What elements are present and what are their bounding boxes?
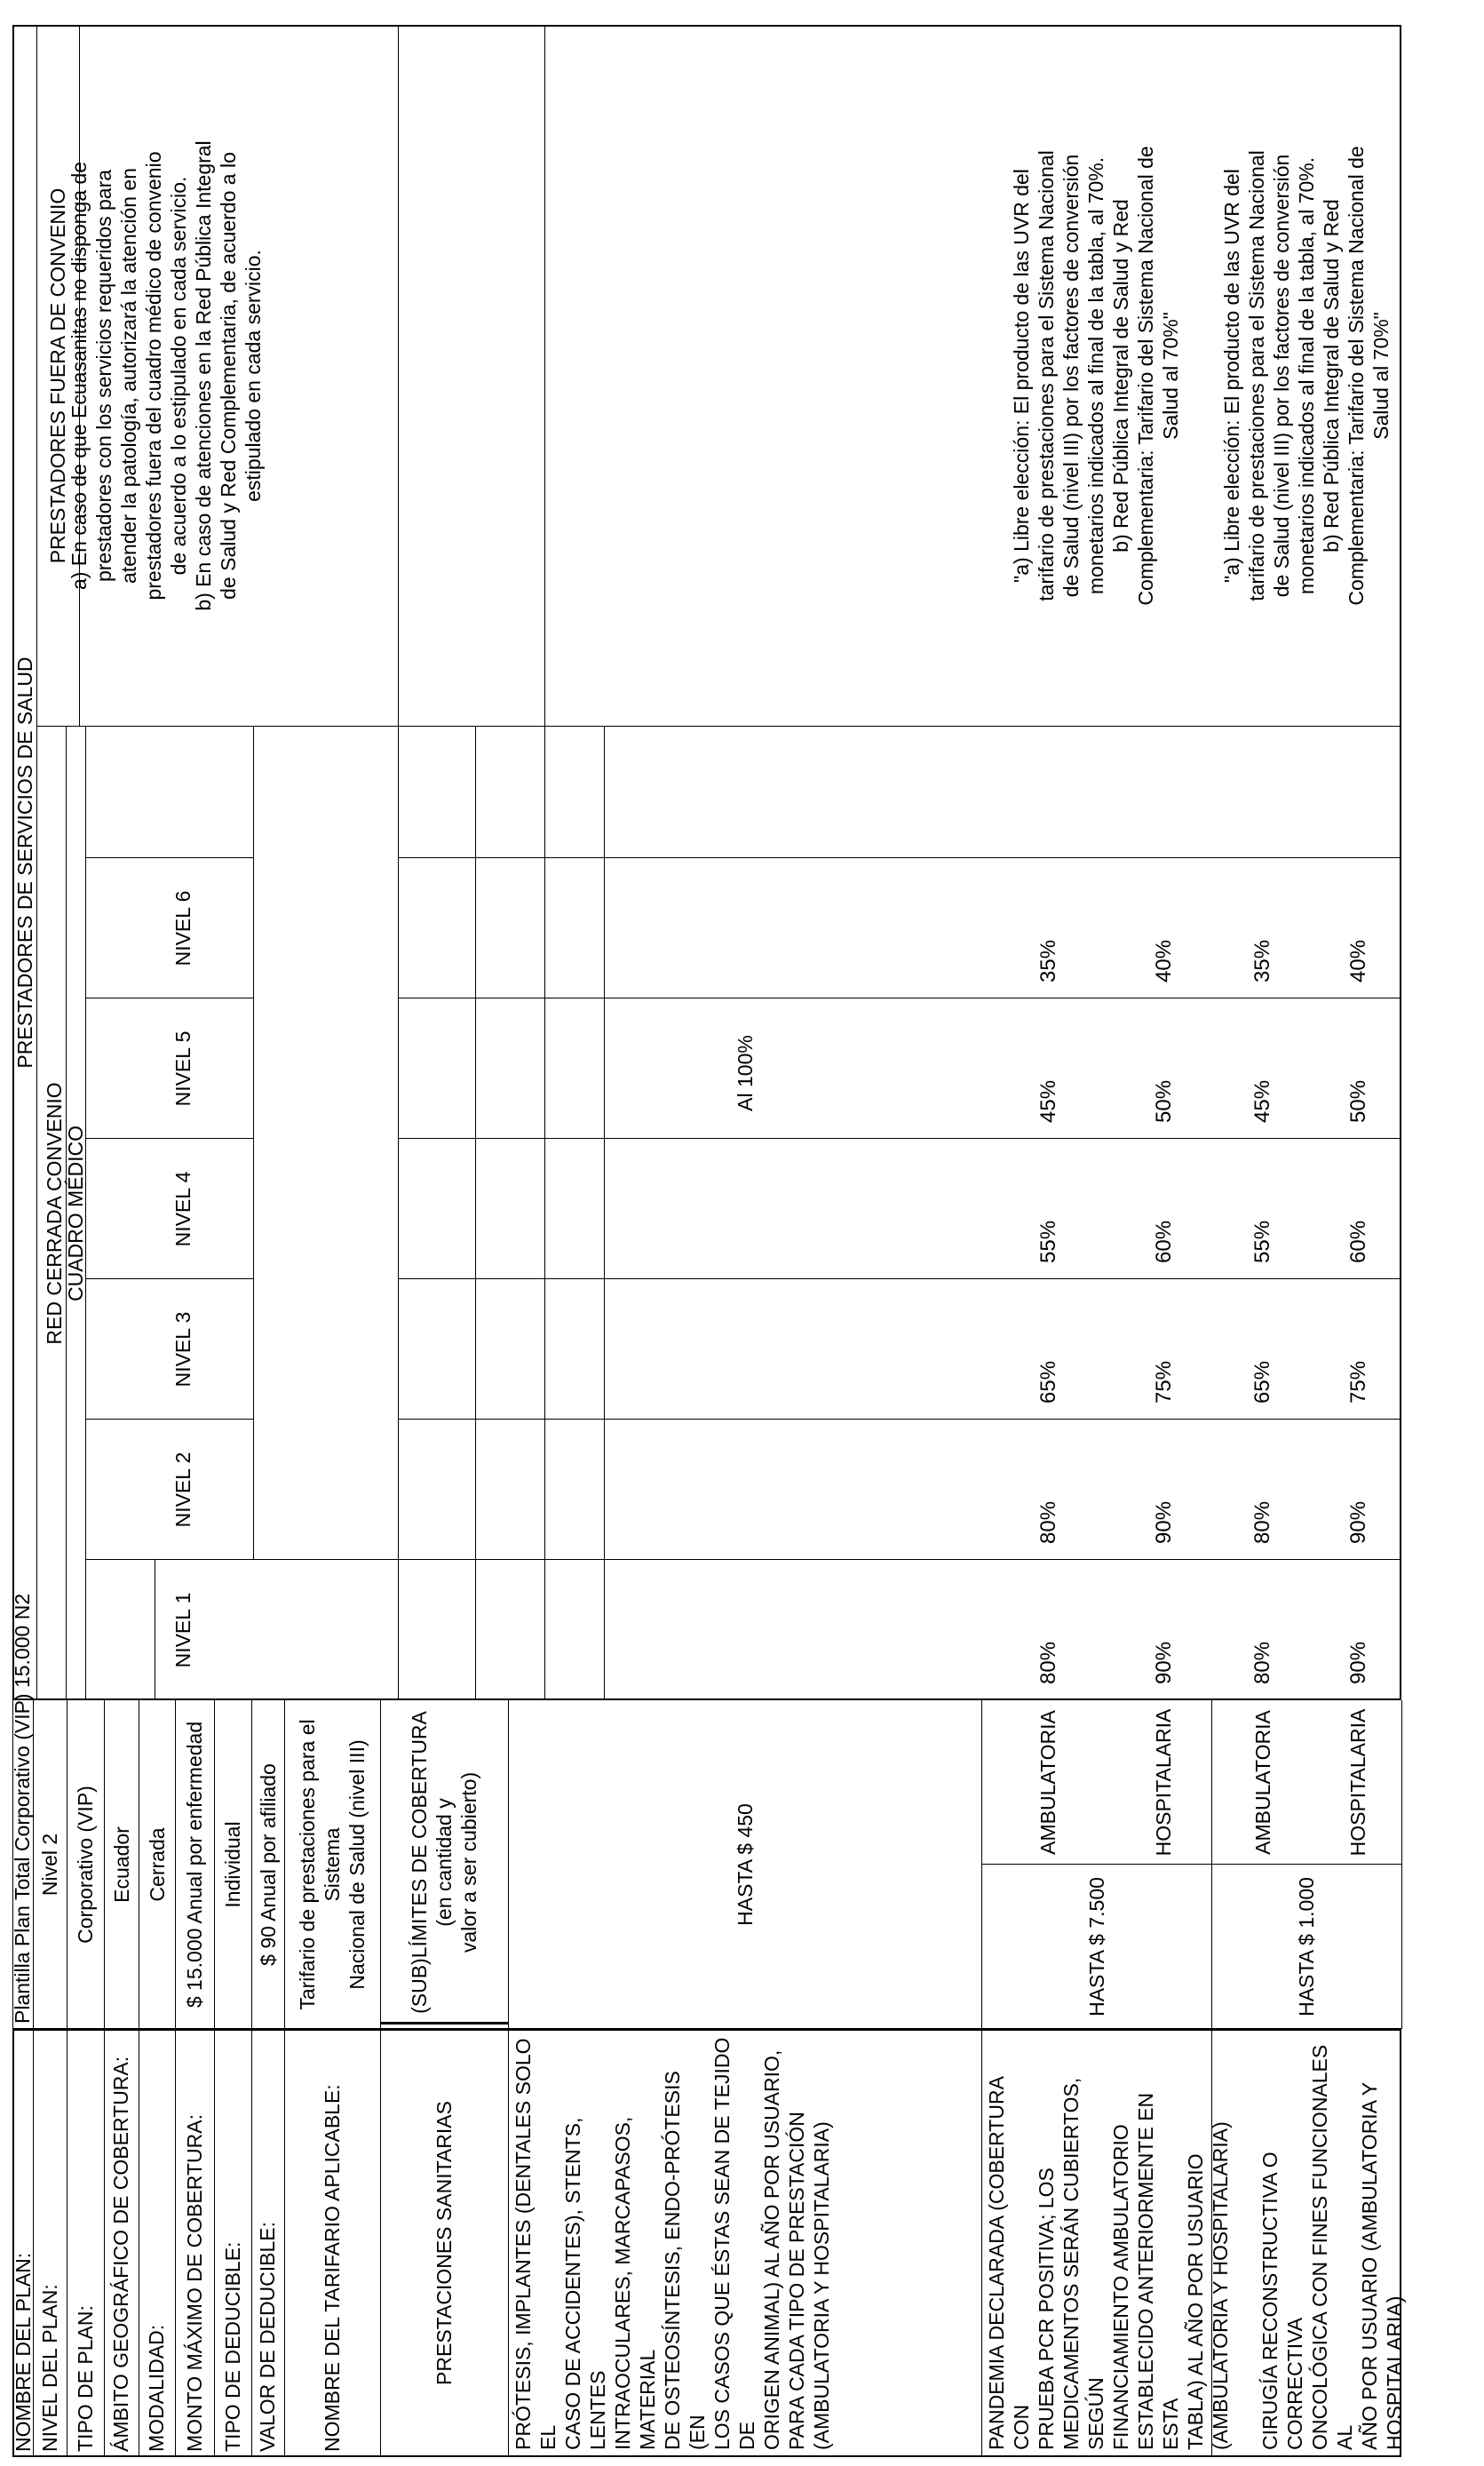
pandemia-amb-nivel-2: 80%	[1036, 1500, 1060, 1544]
value-divider	[1401, 1700, 1402, 2029]
desc-line: (AMBULATORIA Y HOSPITALARIA)	[810, 2121, 833, 2450]
limit-cirugia: HASTA $ 1.000	[1295, 1877, 1318, 2017]
label-monto: MONTO MÁXIMO DE COBERTURA:	[183, 2114, 206, 2452]
fuera-line: b) Red Pública Integral de Salud y Red	[1320, 199, 1343, 553]
fuera-convenio-title: PRESTADORES FUERA DE CONVENIO	[46, 187, 69, 564]
cirugia-hosp-nivel-6: 40%	[1346, 939, 1370, 982]
nivel-col-border	[85, 1559, 398, 1560]
tipo-cirugia-hosp: HOSPITALARIA	[1345, 1708, 1369, 1857]
label-tarifario: NOMBRE DEL TARIFARIO APLICABLE:	[321, 2084, 344, 2452]
desc-pandemia	[984, 2031, 1233, 2455]
desc-line: ESTABLECIDO ANTERIORMENTE EN ESTA	[1134, 2092, 1182, 2450]
desc-line: PRUEBA PCR POSITIVA; LOS	[1035, 2168, 1058, 2450]
fuera-line: prestadores con los servicios requeridos para	[92, 169, 115, 583]
desc-line: ONCOLÓGICA CON FINES FUNCIONALES AL	[1308, 2044, 1356, 2450]
pandemia-amb-nivel-1: 80%	[1036, 1641, 1060, 1684]
fuera-line: Complementaria: Tarifario del Sistema Nacional de	[1345, 146, 1368, 606]
fuera-line: de Salud (nivel III) por los factores de conversión	[1059, 154, 1083, 598]
pandemia-hosp-nivel-2: 90%	[1152, 1500, 1176, 1544]
desc-line: PARA CADA TIPO DE PRESTACIÓN	[785, 2112, 808, 2450]
cirugia-amb-nivel-3: 65%	[1250, 1360, 1274, 1404]
fuera-line: monetarios indicados al final de la tabla, al 70%.	[1084, 156, 1107, 595]
pandemia-amb-nivel-4: 55%	[1036, 1220, 1060, 1263]
fuera-line: de acuerdo a lo estipulado en cada servicio.	[167, 176, 190, 576]
cirugia-amb-nivel-6: 35%	[1250, 939, 1274, 982]
desc-line: LOS CASOS QUE ÉSTAS SEAN DE TEJIDO DE	[710, 2037, 758, 2450]
cuadro-medico-title: CUADRO MÉDICO	[64, 1125, 87, 1302]
red-cerrada-title: RED CERRADA CONVENIO	[42, 1082, 66, 1345]
protesis-row-divider	[398, 25, 399, 1700]
cirugia-amb-nivel-5: 45%	[1250, 1079, 1274, 1123]
value-tipo-plan: Corporativo (VIP)	[74, 1786, 97, 1944]
fuera-line: de Salud y Red Complementaria, de acuerdo a lo	[217, 152, 240, 600]
tarifario-line-2: Nacional de Salud (nivel III)	[345, 1739, 369, 1990]
value-tarifario	[284, 1700, 380, 2029]
tipo-pandemia-amb: AMBULATORIA	[1036, 1710, 1059, 1855]
nivel-header-divider	[253, 727, 254, 1560]
desc-line: TABLA) AL AÑO POR USUARIO	[1184, 2153, 1207, 2450]
fuera-line: Salud al 70%"	[1159, 312, 1182, 440]
label-valor-deducible: VALOR DE DEDUCIBLE:	[256, 2221, 279, 2452]
pandemia-hosp-nivel-6: 40%	[1152, 939, 1176, 982]
value-nombre-plan: Plantilla Plan Total Corporativo (VIP) 15.000 N2	[11, 1593, 34, 2024]
cirugia-amb-nivel-4: 55%	[1250, 1220, 1274, 1263]
label-tipo-deducible: TIPO DE DEDUCIBLE:	[221, 2241, 244, 2452]
label-divider	[214, 2029, 215, 2457]
fuera-line: estipulado en cada servicio.	[242, 250, 265, 502]
desc-line: DE OSTEOSÍNTESIS, ENDO-PRÓTESIS (EN	[661, 2071, 709, 2450]
nivel-1-header: NIVEL 1	[171, 1592, 194, 1668]
value-nivel-plan: Nivel 2	[38, 1833, 61, 1897]
fuera-line: "a) Libre elección: El producto de las UVR del	[1010, 169, 1033, 583]
label-tipo-plan: TIPO DE PLAN:	[74, 2305, 97, 2452]
fuera-line: monetarios indicados al final de la tabla, al 70%.	[1295, 156, 1318, 595]
nivel-col-border	[398, 1559, 1401, 1560]
pandemia-hosp-nivel-4: 60%	[1152, 1220, 1176, 1263]
fuera-line: prestadores fuera del cuadro médico de convenio	[142, 151, 165, 601]
nivel-5-header: NIVEL 5	[171, 1030, 194, 1107]
nivel-2-header: NIVEL 2	[171, 1452, 194, 1528]
limit-pandemia: HASTA $ 7.500	[1084, 1877, 1108, 2017]
limit-protesis: HASTA $ 450	[733, 1803, 757, 1926]
fuera-line: tarifario de prestaciones para el Sistema Nacional	[1245, 150, 1268, 601]
desc-line: CASO DE ACCIDENTES), STENTS, LENTES	[561, 2117, 609, 2450]
pandemia-hosp-nivel-5: 50%	[1152, 1079, 1176, 1123]
cirugia-hosp-nivel-3: 75%	[1346, 1360, 1370, 1404]
label-divider	[104, 2029, 105, 2457]
tipo-cirugia-amb: AMBULATORIA	[1250, 1710, 1274, 1855]
pandemia-amb-nivel-3: 65%	[1036, 1360, 1060, 1404]
desc-protesis	[511, 2031, 834, 2455]
desc-line: INTRAOCULARES, MARCAPASOS, MATERIAL	[611, 2116, 659, 2450]
label-divider	[251, 2029, 252, 2457]
label-divider	[175, 2029, 176, 2457]
desc-line: (AMBULATORIA Y HOSPITALARIA)	[1209, 2121, 1232, 2450]
desc-line: PRÓTESIS, IMPLANTES (DENTALES SOLO EL	[512, 2038, 559, 2450]
amb-hosp-divider	[475, 727, 476, 1700]
fuera-line: Complementaria: Tarifario del Sistema Nacional de	[1134, 146, 1157, 606]
prestadores-title: PRESTADORES DE SERVICIOS DE SALUD	[12, 656, 36, 1069]
pandemia-amb-nivel-5: 45%	[1036, 1079, 1060, 1123]
cirugia-hosp-nivel-5: 50%	[1346, 1079, 1370, 1123]
label-divider	[284, 2029, 285, 2457]
label-divider	[981, 2029, 982, 2457]
value-ambito: Ecuador	[109, 1826, 133, 1903]
label-divider	[508, 2029, 509, 2457]
desc-line: MEDICAMENTOS SERÁN CUBIERTOS, SEGÚN	[1059, 2077, 1107, 2450]
fuera-line: atender la patología, autorizará la atención en	[117, 168, 140, 584]
desc-line: PANDEMIA DECLARADA (COBERTURA CON	[985, 2077, 1033, 2450]
sublimites-line-1: (SUB)LÍMITES DE COBERTURA (en cantidad y	[408, 1711, 456, 2014]
sublimites-line-2: valor a ser cubierto)	[457, 1771, 480, 1953]
value-valor-deducible: $ 90 Anual por afiliado	[256, 1763, 280, 1966]
desc-line: HOSPITALARIA)	[1383, 2295, 1406, 2450]
desc-cirugia	[1258, 2031, 1407, 2455]
nivel-6-header: NIVEL 6	[171, 890, 194, 967]
value-tipo-deducible: Individual	[221, 1821, 244, 1908]
pandemia-hosp-nivel-1: 90%	[1152, 1641, 1176, 1684]
label-nivel-plan: NIVEL DEL PLAN:	[38, 2284, 61, 2452]
fuera-line: tarifario de prestaciones para el Sistema Nacional	[1035, 150, 1058, 601]
cirugia-hosp-nivel-4: 60%	[1346, 1220, 1370, 1263]
fuera-line: "a) Libre elección: El producto de las UVR del	[1220, 169, 1243, 583]
desc-line: AÑO POR USUARIO (AMBULATORIA Y	[1358, 2081, 1381, 2450]
label-ambito: ÁMBITO GEOGRÁFICO DE COBERTURA:	[109, 2056, 132, 2452]
fuera-convenio-description	[67, 25, 265, 727]
fuera-line: a) En caso de que Ecuasanitas no disponga de	[67, 161, 91, 591]
value-modalidad: Cerrada	[145, 1827, 169, 1902]
pandemia-hosp-nivel-3: 75%	[1152, 1360, 1176, 1404]
value-sublimites	[380, 1700, 508, 2025]
desc-line: ORIGEN ANIMAL) AL AÑO POR USUARIO,	[760, 2049, 783, 2450]
tarifario-line-1: Tarifario de prestaciones para el Sistema	[296, 1719, 344, 2010]
tipo-pandemia-hosp: HOSPITALARIA	[1151, 1708, 1175, 1857]
fuera-line: b) Red Pública Integral de Salud y Red	[1109, 199, 1132, 553]
coverage-protesis: Al 100%	[733, 1035, 757, 1111]
fuera-line: de Salud (nivel III) por los factores de conversión	[1270, 154, 1293, 598]
label-modalidad: MODALIDAD:	[145, 2324, 168, 2452]
fuera-pandemia-text	[984, 25, 1208, 727]
pandemia-amb-nivel-6: 35%	[1036, 939, 1060, 982]
desc-line: CIRUGÍA RECONSTRUCTIVA O CORRECTIVA	[1258, 2152, 1306, 2450]
fuera-cirugia-text	[1214, 25, 1399, 727]
cirugia-hosp-nivel-2: 90%	[1346, 1500, 1370, 1544]
label-nombre-plan: NOMBRE DEL PLAN:	[12, 2252, 35, 2452]
cirugia-amb-nivel-1: 80%	[1250, 1641, 1274, 1684]
nivel-3-header: NIVEL 3	[171, 1311, 194, 1388]
cirugia-amb-nivel-2: 80%	[1250, 1500, 1274, 1544]
fuera-line: b) En caso de atenciones en la Red Pública Integral	[192, 140, 215, 611]
label-prestaciones: PRESTACIONES SANITARIAS	[433, 2101, 456, 2385]
desc-line: FINANCIAMIENTO AMBULATORIO	[1109, 2124, 1132, 2450]
nivel-4-header: NIVEL 4	[171, 1171, 194, 1247]
value-monto: $ 15.000 Anual por enfermedad	[183, 1721, 206, 2009]
cirugia-hosp-nivel-1: 90%	[1346, 1641, 1370, 1684]
fuera-line: Salud al 70%"	[1369, 312, 1393, 440]
